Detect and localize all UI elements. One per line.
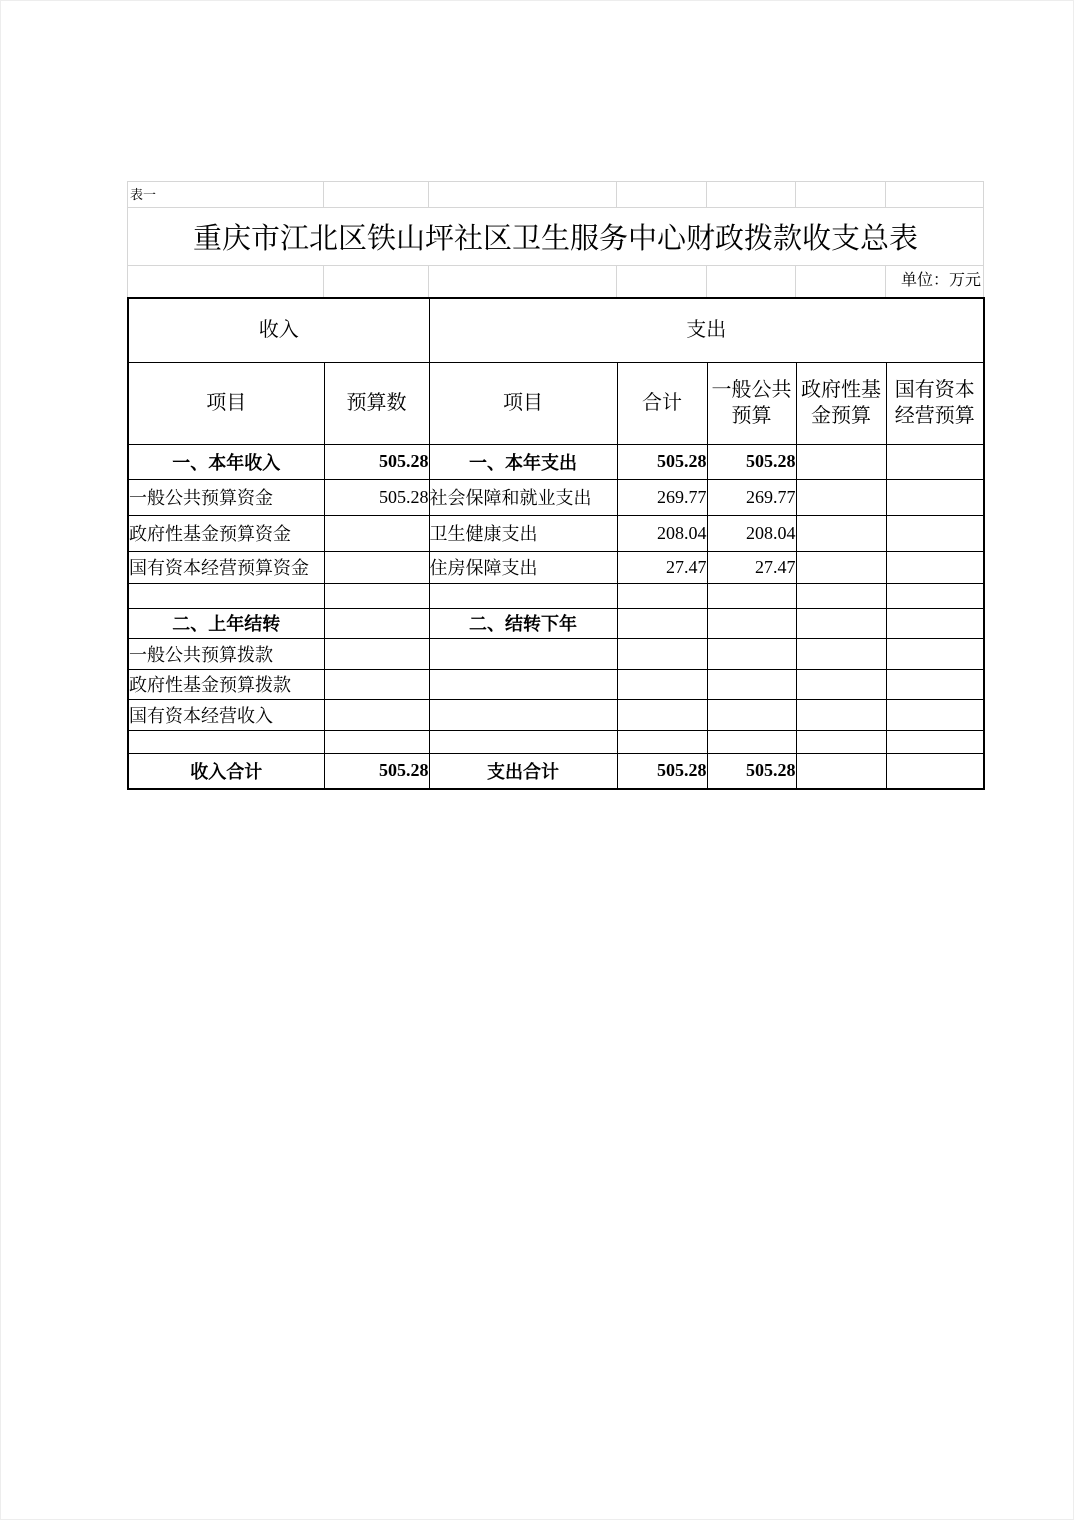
income-budget-cell: 505.28 (324, 753, 429, 789)
table-body (128, 444, 984, 789)
govt-fund-budget-cell (796, 444, 886, 479)
expenditure-total-cell: 505.28 (617, 753, 707, 789)
table-row (128, 479, 984, 515)
grid-cell (886, 182, 984, 207)
table-row (128, 730, 984, 753)
income-budget-cell (324, 638, 429, 669)
income-budget-cell (324, 551, 429, 583)
state-capital-budget-cell (886, 669, 984, 699)
col-header-total: 合计 (617, 362, 707, 444)
general-public-budget-cell (707, 583, 796, 608)
general-public-budget-cell (707, 730, 796, 753)
spreadsheet-grid-row-top (127, 181, 984, 208)
grid-cell (429, 182, 617, 207)
expenditure-total-cell (617, 583, 707, 608)
grid-cell (707, 182, 796, 207)
expenditure-item-cell: 住房保障支出 (429, 551, 617, 583)
state-capital-budget-cell (886, 638, 984, 669)
col-header-income-budget: 预算数 (324, 362, 429, 444)
state-capital-budget-cell (886, 479, 984, 515)
general-public-budget-cell: 505.28 (707, 444, 796, 479)
govt-fund-budget-cell (796, 608, 886, 638)
table-row (128, 551, 984, 583)
income-group-header: 收入 (128, 298, 429, 362)
unit-note: 单位：万元 (886, 266, 984, 297)
govt-fund-budget-cell (796, 753, 886, 789)
expenditure-total-cell: 269.77 (617, 479, 707, 515)
general-public-budget-cell: 27.47 (707, 551, 796, 583)
state-capital-budget-cell (886, 583, 984, 608)
income-budget-cell (324, 669, 429, 699)
general-public-budget-cell (707, 699, 796, 730)
state-capital-budget-cell (886, 730, 984, 753)
state-capital-budget-cell (886, 551, 984, 583)
grid-cell (429, 266, 617, 297)
col-header-income-item: 项目 (128, 362, 324, 444)
expenditure-item-cell: 支出合计 (429, 753, 617, 789)
expenditure-group-header: 支出 (429, 298, 984, 362)
income-budget-cell: 505.28 (324, 479, 429, 515)
income-item-cell: 一、本年收入 (128, 444, 324, 479)
spreadsheet-grid-row-unit (127, 266, 984, 297)
govt-fund-budget-cell (796, 551, 886, 583)
expenditure-total-cell (617, 608, 707, 638)
table-row (128, 515, 984, 551)
general-public-budget-cell: 505.28 (707, 753, 796, 789)
govt-fund-budget-cell (796, 479, 886, 515)
income-item-cell: 政府性基金预算资金 (128, 515, 324, 551)
col-header-expenditure-item: 项目 (429, 362, 617, 444)
table-row (128, 699, 984, 730)
table-label: 表一 (128, 182, 324, 207)
income-budget-cell (324, 515, 429, 551)
state-capital-budget-cell (886, 753, 984, 789)
govt-fund-budget-cell (796, 669, 886, 699)
income-item-cell (128, 583, 324, 608)
grid-cell (128, 266, 324, 297)
govt-fund-budget-cell (796, 699, 886, 730)
table-row (128, 638, 984, 669)
govt-fund-budget-cell (796, 583, 886, 608)
general-public-budget-cell (707, 608, 796, 638)
expenditure-total-cell: 505.28 (617, 444, 707, 479)
grid-cell (324, 266, 429, 297)
table-row (128, 753, 984, 789)
state-capital-budget-cell (886, 699, 984, 730)
expenditure-item-cell: 社会保障和就业支出 (429, 479, 617, 515)
expenditure-total-cell (617, 699, 707, 730)
state-capital-budget-cell (886, 444, 984, 479)
income-budget-cell: 505.28 (324, 444, 429, 479)
expenditure-total-cell (617, 638, 707, 669)
col-header-general-public-budget: 一般公共预算 (707, 362, 796, 444)
grid-cell (796, 266, 886, 297)
group-header-row (128, 298, 984, 362)
general-public-budget-cell: 269.77 (707, 479, 796, 515)
grid-cell (707, 266, 796, 297)
expenditure-item-cell: 一、本年支出 (429, 444, 617, 479)
income-budget-cell (324, 583, 429, 608)
expenditure-item-cell (429, 583, 617, 608)
govt-fund-budget-cell (796, 730, 886, 753)
general-public-budget-cell (707, 669, 796, 699)
income-item-cell: 收入合计 (128, 753, 324, 789)
income-item-cell: 二、上年结转 (128, 608, 324, 638)
expenditure-total-cell: 27.47 (617, 551, 707, 583)
col-header-state-capital-budget: 国有资本经营预算 (886, 362, 984, 444)
govt-fund-budget-cell (796, 515, 886, 551)
grid-cell (617, 182, 707, 207)
general-public-budget-cell: 208.04 (707, 515, 796, 551)
expenditure-total-cell (617, 730, 707, 753)
income-item-cell: 一般公共预算资金 (128, 479, 324, 515)
state-capital-budget-cell (886, 515, 984, 551)
page-title: 重庆市江北区铁山坪社区卫生服务中心财政拨款收支总表 (127, 208, 984, 266)
expenditure-item-cell: 二、结转下年 (429, 608, 617, 638)
income-budget-cell (324, 730, 429, 753)
table-row (128, 583, 984, 608)
expenditure-item-cell (429, 669, 617, 699)
expenditure-item-cell (429, 730, 617, 753)
income-budget-cell (324, 699, 429, 730)
table-row (128, 444, 984, 479)
grid-cell (796, 182, 886, 207)
expenditure-item-cell (429, 638, 617, 669)
general-public-budget-cell (707, 638, 796, 669)
income-item-cell: 一般公共预算拨款 (128, 638, 324, 669)
budget-table (127, 297, 985, 790)
expenditure-total-cell (617, 669, 707, 699)
expenditure-item-cell (429, 699, 617, 730)
income-item-cell: 政府性基金预算拨款 (128, 669, 324, 699)
grid-cell (324, 182, 429, 207)
col-header-govt-fund-budget: 政府性基金预算 (796, 362, 886, 444)
income-budget-cell (324, 608, 429, 638)
income-item-cell: 国有资本经营预算资金 (128, 551, 324, 583)
expenditure-item-cell: 卫生健康支出 (429, 515, 617, 551)
table-row (128, 608, 984, 638)
expenditure-total-cell: 208.04 (617, 515, 707, 551)
govt-fund-budget-cell (796, 638, 886, 669)
state-capital-budget-cell (886, 608, 984, 638)
table-row (128, 669, 984, 699)
income-item-cell (128, 730, 324, 753)
income-item-cell: 国有资本经营收入 (128, 699, 324, 730)
grid-cell (617, 266, 707, 297)
column-header-row (128, 362, 984, 444)
